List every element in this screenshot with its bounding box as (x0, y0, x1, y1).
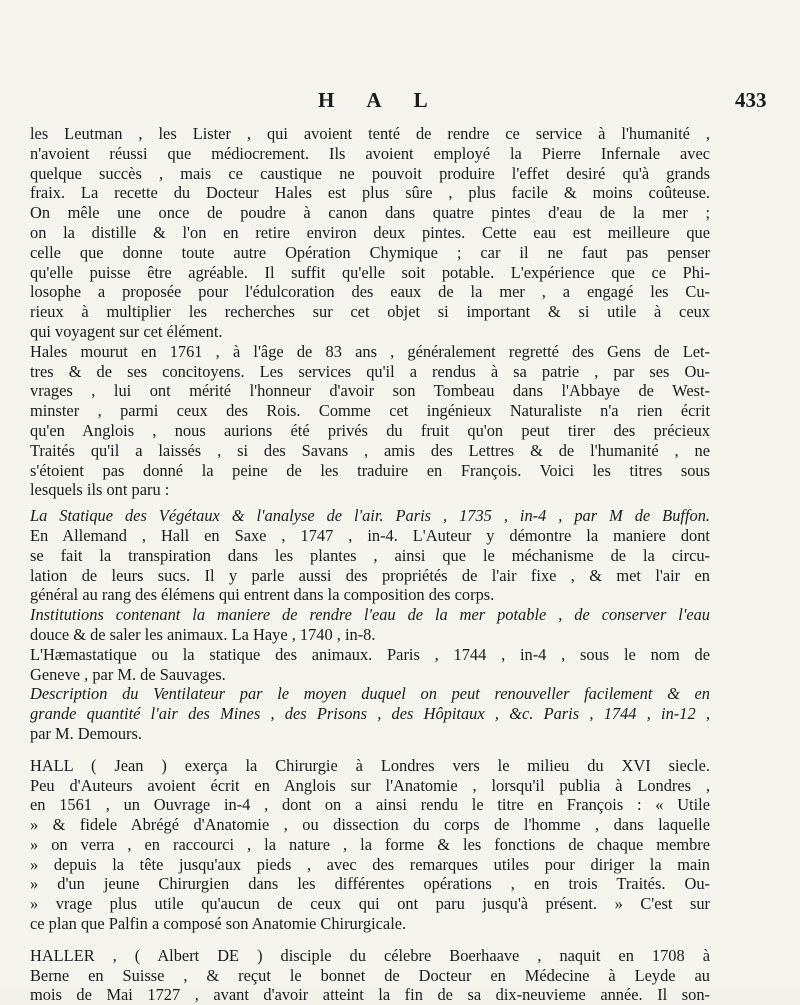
page-number: 433 (735, 88, 767, 112)
text-line: Berne en Suisse , & reçut le bonnet de Docteur en Médecine à Leyde au (30, 965, 710, 985)
text-line: lation de leurs sucs. Il y parle aussi des propriétés de l'air fixe , & met l'air en (30, 565, 710, 585)
text-line: HALLER , ( Albert DE ) disciple du célebre Boerhaave , naquit en 1708 à (30, 945, 710, 965)
text-line: Peu d'Auteurs avoient écrit en Anglois sur l'Anatomie , lorsqu'il publia à Londres , (30, 775, 710, 795)
text-line: par M. Demours. (30, 723, 142, 743)
text-line: mois de Mai 1727 , avant d'avoir atteint la fin de sa dix-neuvieme année. Il son- (30, 985, 710, 1005)
text-line: La Statique des Végétaux & l'analyse de l'air. Paris , 1735 , in-4 , par M de Buffon. (30, 506, 710, 526)
text-line: » d'un jeune Chirurgien dans les différentes opérations , en trois Traités. Ou- (30, 874, 710, 894)
text-line: Traités qu'il a laissés , si des Savans , amis des Lettres & de l'humanité , ne (30, 440, 710, 460)
text-line: » depuis la tête jusqu'aux pieds , avec des remarques utiles pour diriger la main (30, 854, 710, 874)
text-line: en 1561 , un Ouvrage in-4 , dont on a ainsi rendu le titre en François : « Utile (30, 795, 710, 815)
running-title: H A L (318, 88, 442, 112)
text-line: douce & de saler les animaux. La Haye , 1740 , in-8. (30, 624, 376, 644)
text-line: HALL ( Jean ) exerça la Chirurgie à Londres vers le milieu du XVI siecle. (30, 755, 710, 775)
text-line: se fait la transpiration dans les plantes , ainsi que le méchanisme de la circu- (30, 545, 710, 565)
text-line: ce plan que Palfin a composé son Anatomie Chirurgicale. (30, 914, 407, 934)
text-line: quelque succès , mais ce caustique ne pouvoit produire l'effet desiré qu'à grands (30, 163, 710, 183)
text-line: On mêle une once de poudre à canon dans quatre pintes d'eau de la mer ; (30, 203, 710, 223)
text-line: tres & de ses concitoyens. Les services qu'il a rendus à sa patrie , par ses Ou- (30, 361, 710, 381)
text-line: Institutions contenant la maniere de rendre l'eau de la mer potable , de conserver l'eau (30, 605, 710, 625)
text-line: rieux à multiplier les recherches sur cet objet si important & si utile à ceux (30, 302, 710, 322)
text-line: qu'en Anglois , nous aurions été privés du fruit qu'on peut tirer des précieux (30, 420, 710, 440)
text-line: celle que donne toute autre Opération Chymique ; car il ne faut pas penser (30, 242, 710, 262)
text-line: qu'elle puisse être agréable. Il suffit qu'elle soit potable. L'expérience que ce Phi- (30, 262, 710, 282)
text-line: qui voyagent sur cet élément. (30, 321, 223, 341)
text-line: vrages , lui ont mérité l'honneur d'avoir son Tombeau dans l'Abbaye de West- (30, 381, 710, 401)
text-line: L'Hæmastatique ou la statique des animaux. Paris , 1744 , in-4 , sous le nom de (30, 644, 710, 664)
text-line: Geneve , par M. de Sauvages. (30, 664, 226, 684)
text-line: les Leutman , les Lister , qui avoient tenté de rendre ce service à l'humanité , (30, 124, 710, 143)
text-line: Hales mourut en 1761 , à l'âge de 83 ans , généralement regretté des Gens de Let- (30, 341, 710, 361)
text-line: fraix. La recette du Docteur Hales est plus sûre , plus facile & moins coûteuse. (30, 183, 710, 203)
text-line: Description du Ventilateur par le moyen duquel on peut renouveller facilement & en (30, 684, 710, 704)
text-line: grande quantité l'air des Mines , des Prisons , des Hôpitaux , &c. Paris , 1744 , in-12 , (30, 704, 710, 724)
text-line: on la distille & l'on en retire environ deux pintes. Cette eau est meilleure que (30, 222, 710, 242)
text-line: En Allemand , Hall en Saxe , 1747 , in-4. L'Auteur y démontre la maniere dont (30, 525, 710, 545)
text-line: général au rang des élémens qui entrent dans la composition des corps. (30, 585, 495, 605)
running-head (0, 88, 800, 114)
text-line: losophe a proposée pour l'édulcoration des eaux de la mer , a engagé les Cu- (30, 282, 710, 302)
text-line: » & fidele Abrégé d'Anatomie , ou dissection du corps de l'homme , dans laquelle (30, 815, 710, 835)
text-line: s'étoient pas donné la peine de les traduire en François. Voici les titres sous (30, 460, 710, 480)
text-line: minster , parmi ceux des Rois. Comme cet ingénieux Naturaliste n'a rien écrit (30, 401, 710, 421)
text-line: n'avoient réussi que médiocrement. Ils avoient employé la Pierre Infernale avec (30, 143, 710, 163)
text-line: » on verra , en raccourci , la nature , la forme & les fonctions de chaque membre (30, 834, 710, 854)
text-line: » vrage plus utile qu'aucun de ceux qui ont paru jusqu'à présent. » C'est sur (30, 894, 710, 914)
text-line: lesquels ils ont paru : (30, 480, 170, 500)
body-text (30, 124, 710, 1005)
